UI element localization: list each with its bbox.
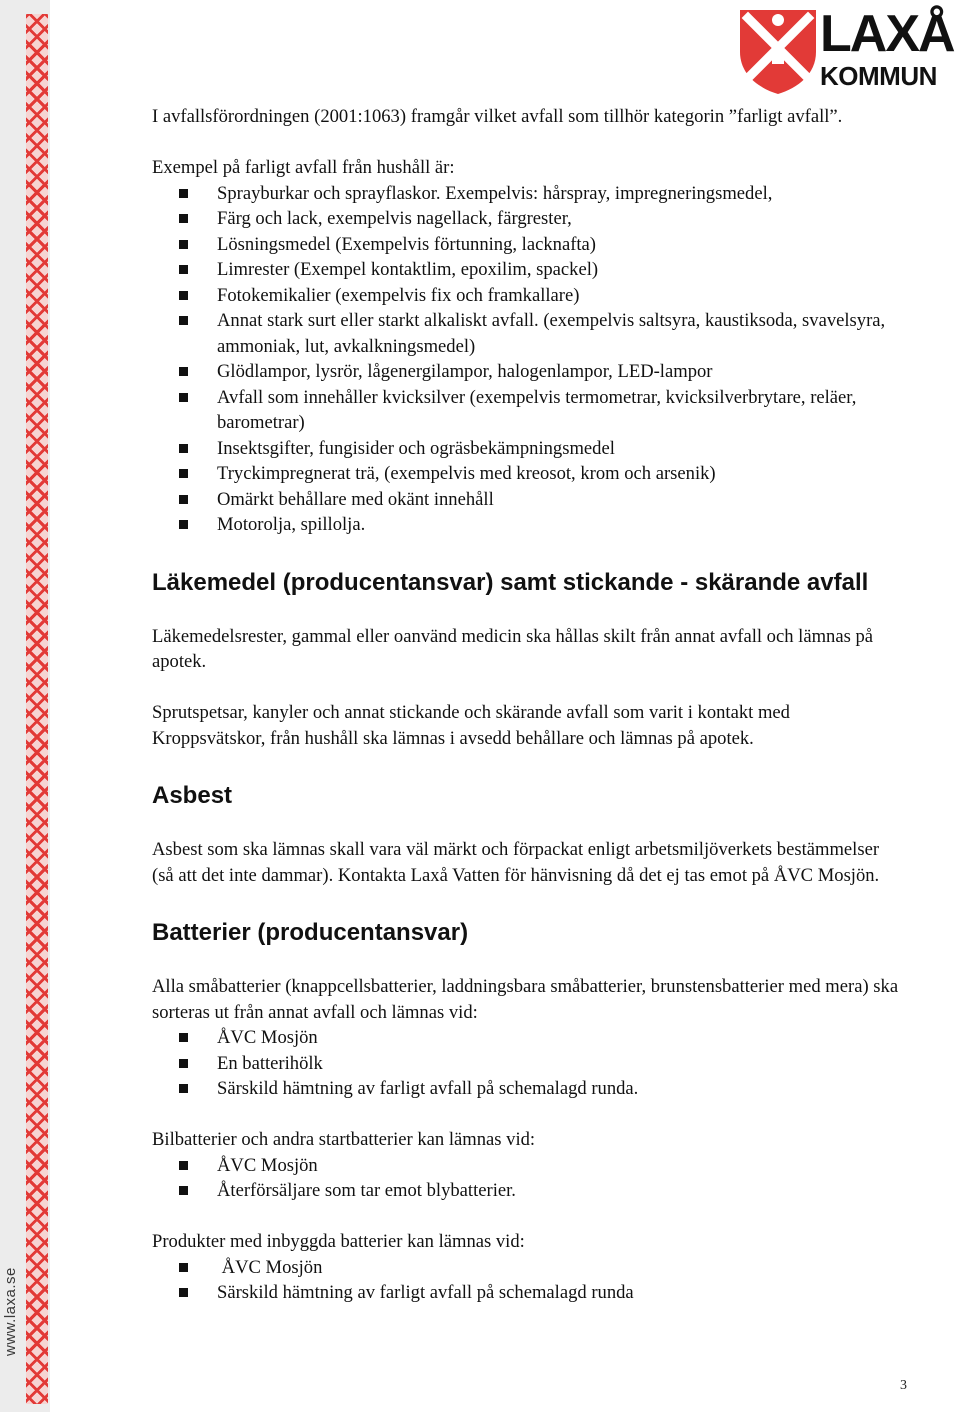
page-number: 3: [900, 1378, 907, 1393]
website-url: www.laxa.se: [2, 1267, 19, 1356]
list-item: Avfall som innehåller kvicksilver (exempelvis termometrar, kvicksilverbrytare, reläer, barometrar): [152, 385, 904, 436]
list-item: ÅVC Mosjön: [152, 1025, 904, 1051]
bullet-icon: [179, 214, 188, 223]
bullet-icon: [179, 495, 188, 504]
small-batteries-intro: Alla småbatterier (knappcellsbatterier, laddningsbara småbatterier, brunstensbatterier med mera) ska sorteras ut från annat avfall och lämnas vid:: [152, 976, 899, 1023]
sharps-paragraph: Sprutspetsar, kanyler och annat stickande och skärande avfall som varit i kontakt med Kroppsvätskor, från hushåll ska lämnas i avsedd behållare och lämnas på apotek.: [152, 702, 790, 749]
list-item: En batterihölk: [152, 1051, 904, 1077]
list-item: Färg och lack, exempelvis nagellack, färgrester,: [152, 206, 904, 232]
car-batteries-intro: Bilbatterier och andra startbatterier kan lämnas vid:: [152, 1129, 536, 1150]
bullet-icon: [179, 189, 188, 198]
list-item: Motorolja, spillolja.: [152, 512, 904, 538]
bullet-icon: [179, 1059, 188, 1068]
bullet-icon: [179, 1033, 188, 1042]
document-content: [152, 104, 904, 1306]
hazardous-list: [152, 181, 904, 538]
list-item: Glödlampor, lysrör, lågenergilampor, halogenlampor, LED-lampor: [152, 359, 904, 385]
section-heading-batteries: Batterier (producentansvar): [152, 919, 469, 946]
bullet-icon: [179, 469, 188, 478]
list-item: Annat stark surt eller starkt alkaliskt avfall. (exempelvis saltsyra, kaustiksoda, svavelsyra, ammoniak, lut, avkalkningsmedel): [152, 308, 904, 359]
logo-subtitle: KOMMUN: [820, 61, 937, 91]
bullet-icon: [179, 520, 188, 529]
hazardous-heading: Exempel på farligt avfall från hushåll är:: [152, 157, 455, 178]
list-item: Insektsgifter, fungisider och ogräsbekämpningsmedel: [152, 436, 904, 462]
medicine-paragraph: Läkemedelsrester, gammal eller oanvänd medicin ska hållas skilt från annat avfall och lämnas på apotek.: [152, 625, 874, 672]
bullet-icon: [179, 265, 188, 274]
list-item: ÅVC Mosjön: [152, 1255, 904, 1281]
bullet-icon: [179, 291, 188, 300]
small-batteries-list: [152, 1025, 904, 1102]
list-item: Särskild hämtning av farligt avfall på schemalagd runda: [152, 1280, 904, 1306]
section-heading-asbestos: Asbest: [152, 782, 233, 809]
bullet-icon: [179, 1186, 188, 1195]
bullet-icon: [179, 1161, 188, 1170]
bullet-icon: [179, 316, 188, 325]
bullet-icon: [179, 367, 188, 376]
list-item: Sprayburkar och sprayflaskor. Exempelvis: hårspray, impregneringsmedel,: [152, 181, 904, 207]
list-item: Återförsäljare som tar emot blybatterier.: [152, 1178, 904, 1204]
logo-wordmark: LAXÅ: [820, 5, 954, 63]
asbestos-paragraph: Asbest som ska lämnas skall vara väl märkt och förpackat enligt arbetsmiljöverkets bestämmelser (så att det inte dammar). Kontakta Laxå Vatten för hänvisning då det ej tas emot på ÅVC Mosjön.: [152, 839, 880, 886]
bullet-icon: [179, 1288, 188, 1297]
list-item: ÅVC Mosjön: [152, 1153, 904, 1179]
list-item: Limrester (Exempel kontaktlim, epoxilim, spackel): [152, 257, 904, 283]
builtin-batteries-list: [152, 1255, 904, 1306]
list-item: Tryckimpregnerat trä, (exempelvis med kreosot, krom och arsenik): [152, 461, 904, 487]
intro-paragraph: I avfallsförordningen (2001:1063) framgår vilket avfall som tillhör kategorin ”farligt avfall”.: [152, 106, 843, 127]
builtin-batteries-intro: Produkter med inbyggda batterier kan lämnas vid:: [152, 1231, 525, 1252]
list-item: Lösningsmedel (Exempelvis förtunning, lacknafta): [152, 232, 904, 258]
bullet-icon: [179, 240, 188, 249]
bullet-icon: [179, 444, 188, 453]
list-item: Omärkt behållare med okänt innehåll: [152, 487, 904, 513]
bullet-icon: [179, 1263, 188, 1272]
bullet-icon: [179, 393, 188, 402]
bullet-icon: [179, 1084, 188, 1093]
list-item: Fotokemikalier (exempelvis fix och framkallare): [152, 283, 904, 309]
list-item: Särskild hämtning av farligt avfall på schemalagd runda.: [152, 1076, 904, 1102]
section-heading-medicine: Läkemedel (producentansvar) samt stickande - skärande avfall: [152, 568, 869, 596]
decorative-border-pattern: [26, 14, 48, 1404]
car-batteries-list: [152, 1153, 904, 1204]
